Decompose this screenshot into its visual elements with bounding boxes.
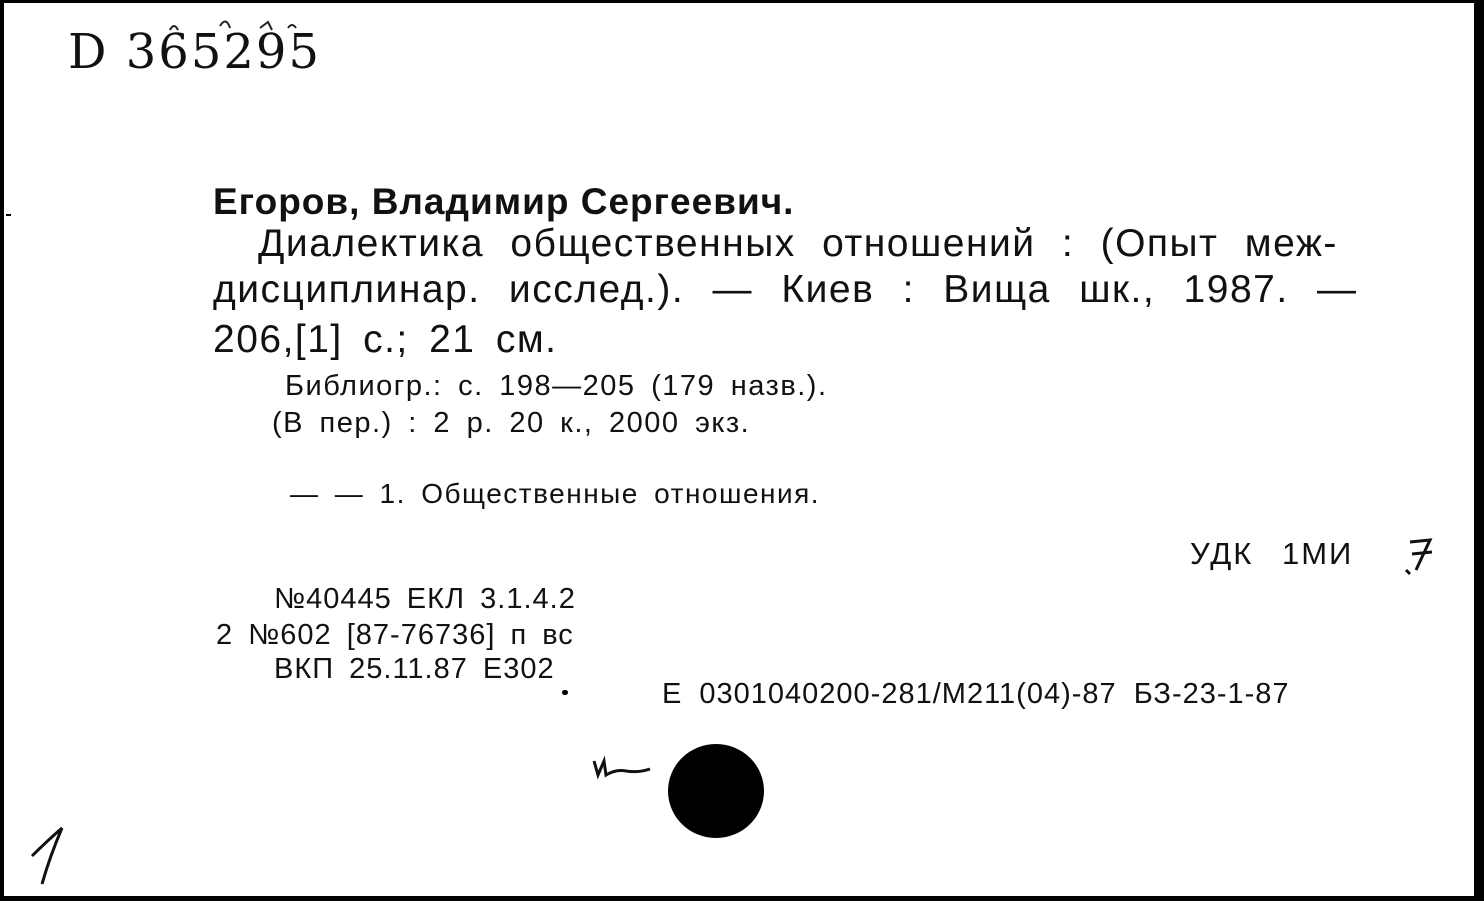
price-note: (В пер.) : 2 р. 20 к., 2000 экз.: [272, 407, 751, 439]
handwritten-initial: [590, 755, 652, 783]
punch-hole: [668, 744, 764, 838]
title-line-1: Диалектика общественных отношений : (Опыт меж-: [258, 222, 1338, 265]
udc-code: УДК 1МИ: [1190, 536, 1354, 571]
ink-dot: [562, 690, 568, 695]
title-line-2: дисциплинар. исслед.). — Киев : Вища шк., 1987. —: [213, 268, 1358, 311]
subject-heading: — — 1. Общественные отношения.: [290, 478, 821, 509]
scan-border-left: [0, 0, 4, 901]
catalog-line-3: ВКП 25.11.87 Е302: [274, 653, 555, 685]
margin-tick: [6, 214, 11, 216]
author-heading: Егоров, Владимир Сергеевич.: [213, 181, 795, 222]
handwritten-number: [28, 822, 72, 888]
catalog-line-2: 2 №602 [87-76736] п вс: [216, 619, 574, 651]
catalog-line-1: №40445 ЕКЛ 3.1.4.2: [274, 583, 576, 615]
index-code: Е 0301040200-281/М211(04)-87 БЗ-23-1-87: [662, 678, 1290, 710]
handwritten-marks: [160, 16, 310, 36]
scan-border-bottom: [0, 896, 1484, 901]
scan-border-right: [1474, 0, 1484, 901]
accession-number: D 365295: [68, 24, 321, 80]
handwritten-udc-mark: [1404, 530, 1438, 578]
title-line-3: 206,[1] с.; 21 см.: [213, 318, 558, 361]
scan-border-top: [0, 0, 1484, 3]
bibliography-note: Библиогр.: с. 198—205 (179 назв.).: [285, 370, 828, 402]
